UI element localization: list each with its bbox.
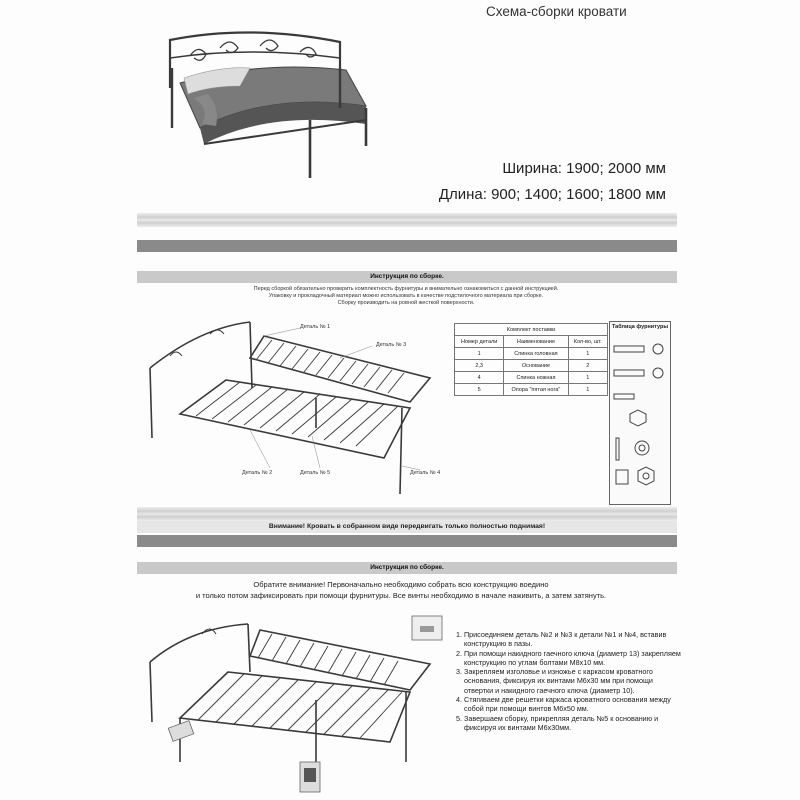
assembly-step: 3. Закрепляем изголовье и изножье с каркасом кроватного основания, фиксируя их винтами М6х30 мм при помощи отвертки и накидного гаечного ключа (диаметр 10).	[464, 667, 682, 695]
intro-line: Упаковку и прокладочный материал можно использовать в качестве подстилочного материала при сборке.	[268, 293, 544, 299]
hardware-icons	[610, 330, 670, 498]
hardware-table	[609, 321, 671, 505]
assembly-step: 4. Стягиваем две решетки каркаса кроватного основания между собой при помощи винтов М6х50 мм.	[464, 695, 682, 714]
assembly-steps	[452, 630, 682, 732]
table-row	[455, 384, 608, 396]
bolt-head-icon	[653, 344, 663, 354]
label-part-2: Деталь № 2	[242, 470, 273, 476]
washer-icon	[635, 441, 649, 455]
hardware-table-title: Таблица фурнитуры	[611, 324, 669, 330]
hex-nut-icon	[638, 467, 654, 485]
table-cell: 5	[455, 384, 504, 396]
bolt-icon	[614, 346, 644, 352]
table-cell: 1	[568, 348, 607, 360]
hardware-callout	[410, 614, 446, 644]
divider-band	[137, 507, 677, 521]
table-cell: Спинка головная	[504, 348, 568, 360]
table-cell: Спинка ножная	[504, 372, 568, 384]
warning-text: Внимание! Кровать в собранном виде передвигать только полностью поднимая!	[137, 521, 677, 533]
section-title: Инструкция по сборке.	[137, 562, 677, 574]
label-part-1: Деталь № 1	[300, 324, 331, 330]
kit-header-number: Номер детали	[455, 336, 504, 348]
intro-line: Сборку производить на ровной жесткой поверхности.	[337, 300, 475, 306]
intro-text	[176, 286, 636, 307]
short-screw-icon	[614, 394, 634, 399]
assembly-step: 5. Завершаем сборку, прикрепляя деталь №5 к основанию и фиксируя их винтами М6х30мм.	[464, 714, 682, 733]
divider-band-dark	[137, 240, 677, 252]
long-bolt-icon	[616, 438, 619, 460]
divider-band-dark	[137, 535, 677, 547]
table-cell: 1	[568, 384, 607, 396]
kit-header-name: Наименование	[504, 336, 568, 348]
table-cell: 2,3	[455, 360, 504, 372]
kit-table	[454, 323, 608, 396]
label-part-4: Деталь № 4	[410, 470, 441, 476]
kit-header-qty: Кол-во, шт.	[568, 336, 607, 348]
table-row	[455, 348, 608, 360]
notice-line: и только потом зафиксировать при помощи фурнитуры. Все винты необходимо в начале наживить, а затем затянуть.	[195, 591, 607, 600]
square-nut-icon	[616, 470, 628, 484]
table-cell: Опора "пятая нога"	[504, 384, 568, 396]
table-cell: 4	[455, 372, 504, 384]
support-leg-detail-icon	[304, 768, 316, 782]
table-cell: 1	[568, 372, 607, 384]
label-part-5: Деталь № 5	[300, 470, 331, 476]
length-dimensions: Длина: 900; 1400; 1600; 1800 мм	[438, 186, 666, 203]
section-title: Инструкция по сборке.	[137, 271, 677, 283]
table-cell: 2	[568, 360, 607, 372]
nut-icon	[630, 410, 646, 426]
label-part-3: Деталь № 3	[376, 342, 407, 348]
table-row	[455, 372, 608, 384]
bolt-icon	[420, 626, 434, 632]
assembly-diagram-assembled	[140, 612, 450, 798]
table-cell: 1	[455, 348, 504, 360]
page-title: Схема-сборки кровати	[486, 4, 627, 19]
detail-callout-icon	[168, 721, 193, 742]
intro-line: Перед сборкой обязательно проверить комплектность фурнитуры и внимательно ознакомиться с данной инструкцией.	[253, 286, 559, 292]
assembly-step: 2. При помощи накидного гаечного ключа (диаметр 13) закрепляем конструкцию по углам болтами М8х10 мм.	[464, 649, 682, 668]
notice-text	[176, 579, 626, 601]
width-dimensions: Ширина: 1900; 2000 мм	[502, 160, 666, 177]
kit-table-caption: Комплект поставки	[455, 324, 608, 336]
assembly-step: 1. Присоединяем деталь №2 и №3 к детали №1 и №4, вставив конструкцию в пазы.	[464, 630, 682, 649]
notice-line: Обратите внимание! Первоначально необходимо собрать всю конструкцию воедино	[253, 580, 549, 589]
bed-photo	[160, 28, 390, 180]
table-cell: Основание	[504, 360, 568, 372]
divider-band	[137, 213, 677, 227]
screw-icon	[614, 370, 644, 376]
screw-head-icon	[653, 368, 663, 378]
table-row	[455, 360, 608, 372]
